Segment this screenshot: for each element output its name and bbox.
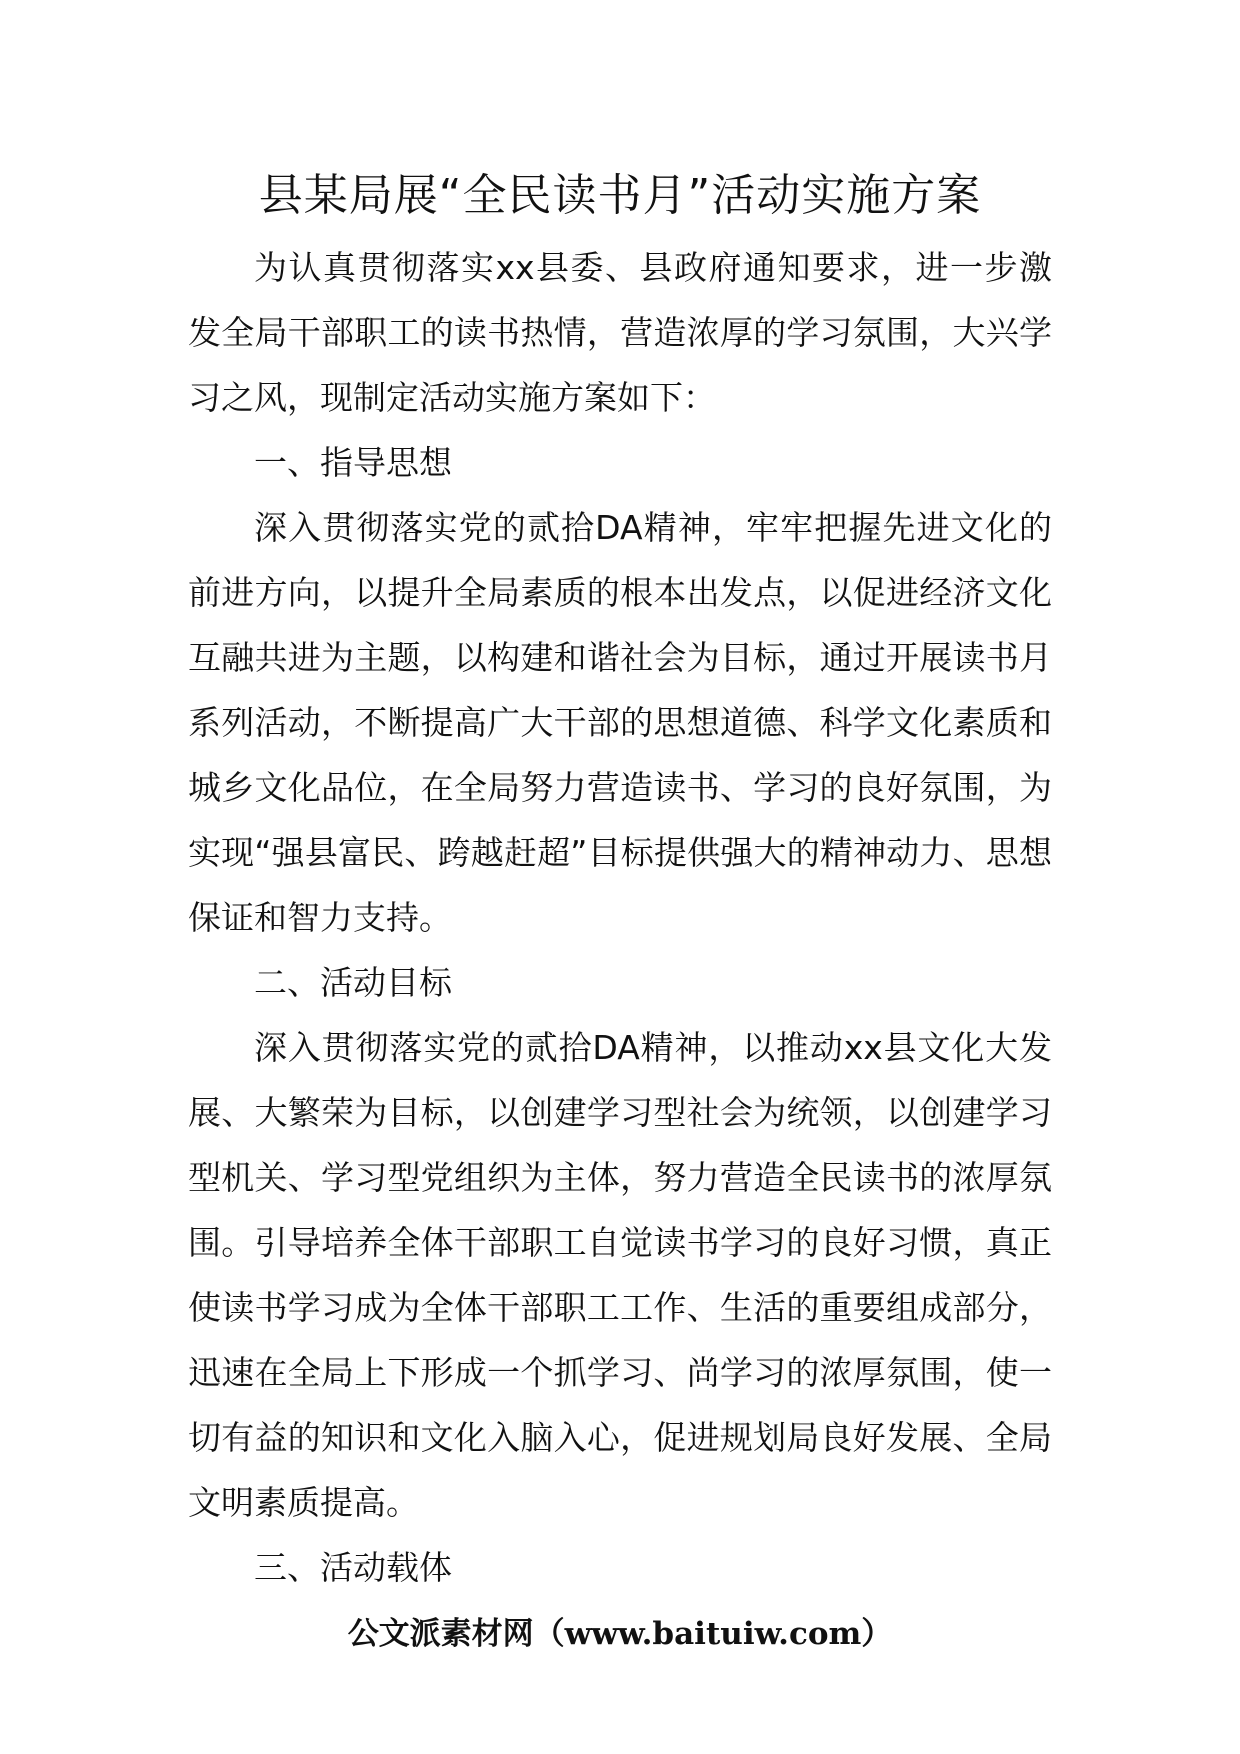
- footer-watermark: 公文派素材网（www.baituiw.com）: [347, 1616, 893, 1652]
- document-body: [188, 235, 1052, 1600]
- section-heading-guiding-ideology: 一、指导思想: [254, 443, 452, 482]
- document-title: 县某局展“全民读书月”活动实施方案: [258, 170, 982, 221]
- section-heading-activity-goals: 二、活动目标: [254, 963, 452, 1002]
- guiding-ideology-paragraph: 深入贯彻落实党的贰拾DA精神，牢牢把握先进文化的前进方向，以提升全局素质的根本出发点，以促进经济文化互融共进为主题，以构建和谐社会为目标，通过开展读书月系列活动，不断提高广大干部的思想道德、科学文化素质和城乡文化品位，在全局努力营造读书、学习的良好氛围，为实现“强县富民、跨越赶超”目标提供强大的精神动力、思想保证和智力支持。: [188, 508, 1052, 937]
- activity-goals-paragraph: 深入贯彻落实党的贰拾DA精神，以推动xx县文化大发展、大繁荣为目标，以创建学习型社会为统领，以创建学习型机关、学习型党组织为主体，努力营造全民读书的浓厚氛围。引导培养全体干部职工自觉读书学习的良好习惯，真正使读书学习成为全体干部职工工作、生活的重要组成部分，迅速在全局上下形成一个抓学习、尚学习的浓厚氛围，使一切有益的知识和文化入脑入心，促进规划局良好发展、全局文明素质提高。: [188, 1028, 1052, 1522]
- intro-paragraph: 为认真贯彻落实xx县委、县政府通知要求，进一步激发全局干部职工的读书热情，营造浓厚的学习氛围，大兴学习之风，现制定活动实施方案如下：: [188, 248, 1052, 417]
- section-heading-activity-carrier: 三、活动载体: [254, 1548, 452, 1587]
